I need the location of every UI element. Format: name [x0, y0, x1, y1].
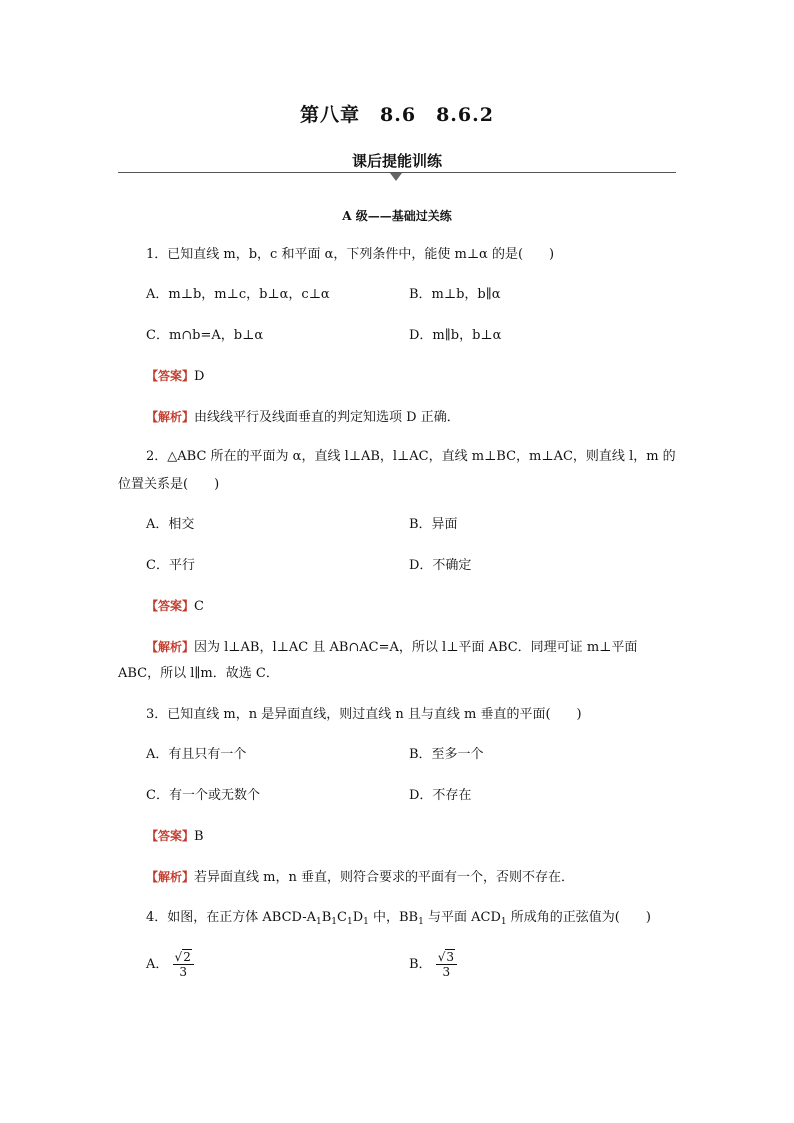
- q4-stem: 4．如图，在正方体 ABCD-$A_1B_1C_1D_1$ 中，$BB_1$ 与平面 $ACD_1$ 所成角的正弦值为( ): [146, 910, 651, 927]
- q2-option-a: A．相交: [146, 517, 195, 532]
- triangle-marker-icon: [390, 173, 402, 181]
- q3-option-b: B．至多一个: [409, 747, 484, 762]
- q1-option-b: B．m⊥b，b∥α: [409, 287, 501, 302]
- page-subtitle: 课后提能训练: [351, 152, 442, 170]
- q1-answer-row: [146, 367, 204, 386]
- answer-tag: 【答案】: [146, 829, 195, 843]
- q2-stem-line2: 位置关系是( ): [118, 477, 220, 492]
- q3-answer: B: [194, 829, 204, 844]
- q2-analysis-line1: 因为 l⊥AB，l⊥AC 且 AB∩AC=A，所以 l⊥平面 ABC．同理可证 m⊥平面: [194, 640, 638, 655]
- fraction-sqrt3-over-3: $\frac{√3}{3}$: [436, 950, 457, 979]
- q2-option-d: D．不确定: [409, 558, 472, 573]
- q3-option-c: C．有一个或无数个: [146, 788, 260, 803]
- q1-option-d: D．m∥b，b⊥α: [409, 328, 502, 343]
- q2-answer: C: [194, 599, 204, 614]
- q3-answer-row: [146, 827, 204, 846]
- q2-option-b: B．异面: [409, 517, 458, 532]
- q1-option-a: A．m⊥b，m⊥c，b⊥α，c⊥α: [146, 287, 330, 302]
- q4-option-b: B． $\frac{√3}{3}$: [409, 950, 457, 979]
- answer-tag: 【答案】: [146, 369, 195, 383]
- q3-option-a: A．有且只有一个: [146, 747, 247, 762]
- q4-option-a: A． $\frac{√2}{3}$: [146, 950, 194, 979]
- q3-stem: 3．已知直线 m，n 是异面直线，则过直线 n 且与直线 m 垂直的平面( ): [146, 707, 582, 722]
- chapter-title: 第八章 8.6 8.6.2: [300, 104, 494, 126]
- q3-option-d: D．不存在: [409, 788, 472, 803]
- q1-option-c: C．m∩b=A，b⊥α: [146, 328, 264, 343]
- q2-answer-row: [146, 597, 204, 616]
- analysis-tag: 【解析】: [146, 640, 195, 654]
- answer-tag: 【答案】: [146, 599, 195, 613]
- q2-analysis-line2: ABC，所以 l∥m．故选 C．: [118, 666, 279, 681]
- level-heading: A 级——基础过关练: [342, 209, 452, 223]
- fraction-sqrt2-over-3: $\frac{√2}{3}$: [173, 950, 194, 979]
- q2-analysis-row: [146, 638, 637, 657]
- q3-analysis: 若异面直线 m，n 垂直，则符合要求的平面有一个，否则不存在．: [194, 870, 574, 885]
- q1-analysis: 由线线平行及线面垂直的判定知选项 D 正确．: [194, 410, 460, 425]
- q1-analysis-row: [146, 408, 460, 427]
- q2-option-c: C．平行: [146, 558, 195, 573]
- q1-answer: D: [194, 369, 205, 384]
- q3-analysis-row: [146, 868, 574, 887]
- q1-stem: 1．已知直线 m，b，c 和平面 α，下列条件中，能使 m⊥α 的是( ): [146, 247, 555, 262]
- analysis-tag: 【解析】: [146, 870, 195, 884]
- q2-stem-line1: 2．△ABC 所在的平面为 α，直线 l⊥AB，l⊥AC，直线 m⊥BC，m⊥AC，则直线 l，m 的: [146, 449, 676, 464]
- analysis-tag: 【解析】: [146, 410, 195, 424]
